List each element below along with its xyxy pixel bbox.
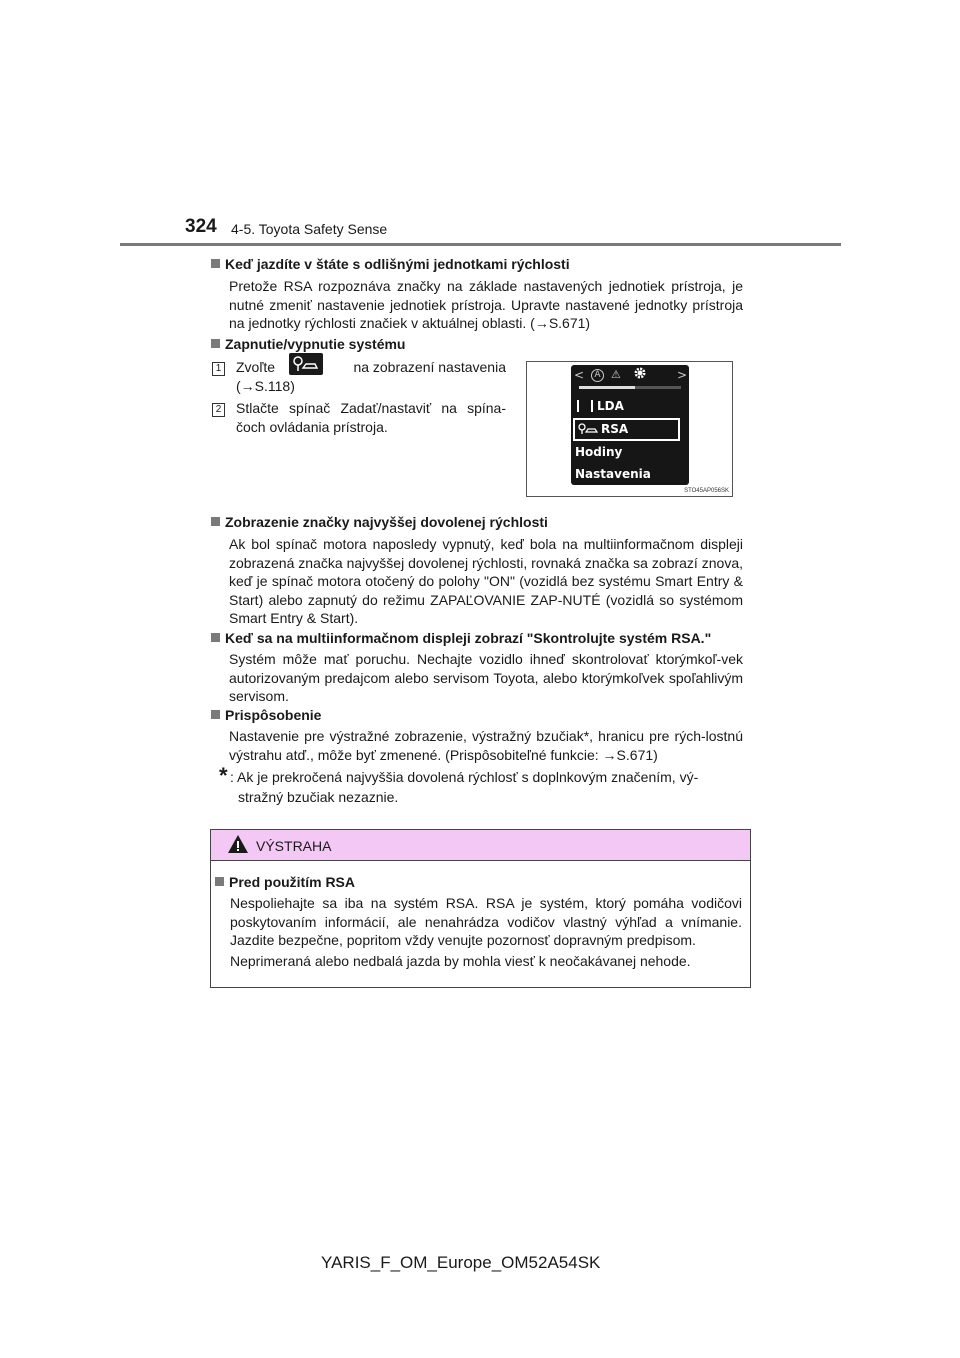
gear-icon [633, 366, 647, 383]
display-illustration [526, 361, 733, 497]
page-number: 324 [185, 216, 217, 237]
menu-item-hodiny: Hodiny [575, 445, 623, 459]
warning-header [211, 830, 750, 861]
section-heading-onoff: Zapnutie/vypnutie systému [211, 336, 405, 352]
warning-label: VÝSTRAHA [256, 838, 332, 854]
step-number-1: 1 [212, 362, 225, 376]
warning-text: Nespoliehajte sa iba na systém RSA. RSA je systém, ktorý pomáha vodičovi poskytovaním informácií, ale nenahrádza vodičov vlastný výhľad a vnímanie. Jazdite bezpečne, popritom vždy venujte pozornosť dopravným predpisom. [230, 895, 742, 948]
menu-item-rsa-selected: RSA [573, 418, 680, 441]
section-heading-check-rsa: Keď sa na multiinformačnom displeji zobrazí "Skontrolujte systém RSA." [211, 630, 711, 646]
menu-item-nastavenia: Nastavenia [575, 467, 651, 481]
warning-triangle-icon [227, 834, 249, 859]
warning-text-2: Neprimeraná alebo nedbalá jazda by mohla viesť k neočakávanej nehode. [230, 953, 691, 969]
square-bullet-icon [211, 633, 220, 642]
section-text-customization: Nastavenie pre výstražné zobrazenie, výstražný bzučiak*, hranicu pre rých-lostnú výstrahu atď., môže byť zmenené. (Prispôsobiteľné funkcie: →S.671) [229, 728, 743, 763]
square-bullet-icon [211, 259, 220, 268]
chevron-left-icon: < [574, 368, 585, 382]
display-progress-fill [579, 386, 635, 389]
lda-icon [577, 400, 593, 412]
section-heading-customization: Prispôsobenie [211, 707, 321, 723]
square-bullet-icon [211, 710, 220, 719]
document-id: YARIS_F_OM_Europe_OM52A54SK [321, 1253, 601, 1272]
step-number-2: 2 [212, 403, 225, 417]
warning-box [210, 829, 751, 988]
lda-badge-icon: A [591, 369, 604, 382]
footnote-mark: * [219, 763, 228, 788]
square-bullet-icon [211, 517, 220, 526]
section-text-units: Pretože RSA rozpoznáva značky na základe nastavených jednotiek prístroja, je nutné zmeniť nastavenie jednotiek prístroja. Upravte nastavené jednotky prístroja na jednotky rýchlosti značiek v aktuálnej oblasti. (→S.671) [229, 278, 743, 331]
image-code: STO45AP056SK [684, 488, 729, 494]
square-bullet-icon [211, 339, 220, 348]
section-heading-sign-display: Zobrazenie značky najvyššej dovolenej rýchlosti [211, 514, 548, 530]
section-text-check-rsa: Systém môže mať poruchu. Nechajte vozidlo ihneď skontrolovať ktorýmkoľ-vek autorizovaným predajcom alebo servisom Toyota, alebo ktorýmkoľvek spoľahlivým servisom. [229, 651, 743, 704]
section-heading-units: Keď jazdíte v štáte s odlišnými jednotkami rýchlosti [211, 256, 570, 272]
display-progress-bar [579, 386, 681, 389]
footnote-text: : Ak je prekročená najvyššia dovolená rýchlosť s doplnkovým značením, vý- [230, 769, 699, 785]
step-text-2: Stlačte spínač Zadať/nastaviť na spína-čoch ovládania prístroja. [236, 400, 506, 435]
rsa-sign-icon [289, 353, 323, 375]
multi-information-display [571, 365, 689, 485]
footnote-text-continued: stražný bzučiak nezaznie. [238, 789, 399, 805]
section-title: 4-5. Toyota Safety Sense [231, 221, 388, 237]
square-bullet-icon [215, 877, 224, 886]
section-text-sign-display: Ak bol spínač motora naposledy vypnutý, keď bola na multiinformačnom displeji zobrazená značka najvyššej dovolenej rýchlosti, rovnaká značka sa zobrazí znova, keď je spínač motora otočený do polohy "ON" (vozidlá bez systému Smart Entry & Start) alebo zapnutý do režimu ZAPAĽOVANIE ZAP-NUTÉ (vozidlá so systémom Smart Entry & Start). [229, 536, 743, 626]
warning-icon: ⚠ [611, 368, 621, 381]
warning-heading: Pred použitím RSA [215, 874, 355, 890]
header-rule [120, 243, 841, 246]
chevron-right-icon: > [677, 368, 688, 382]
menu-item-lda: LDA [575, 395, 679, 417]
rsa-sign-icon [577, 422, 599, 442]
step-text-1: Zvoľte na zobrazení nastavenia (→S.118) [236, 358, 506, 395]
